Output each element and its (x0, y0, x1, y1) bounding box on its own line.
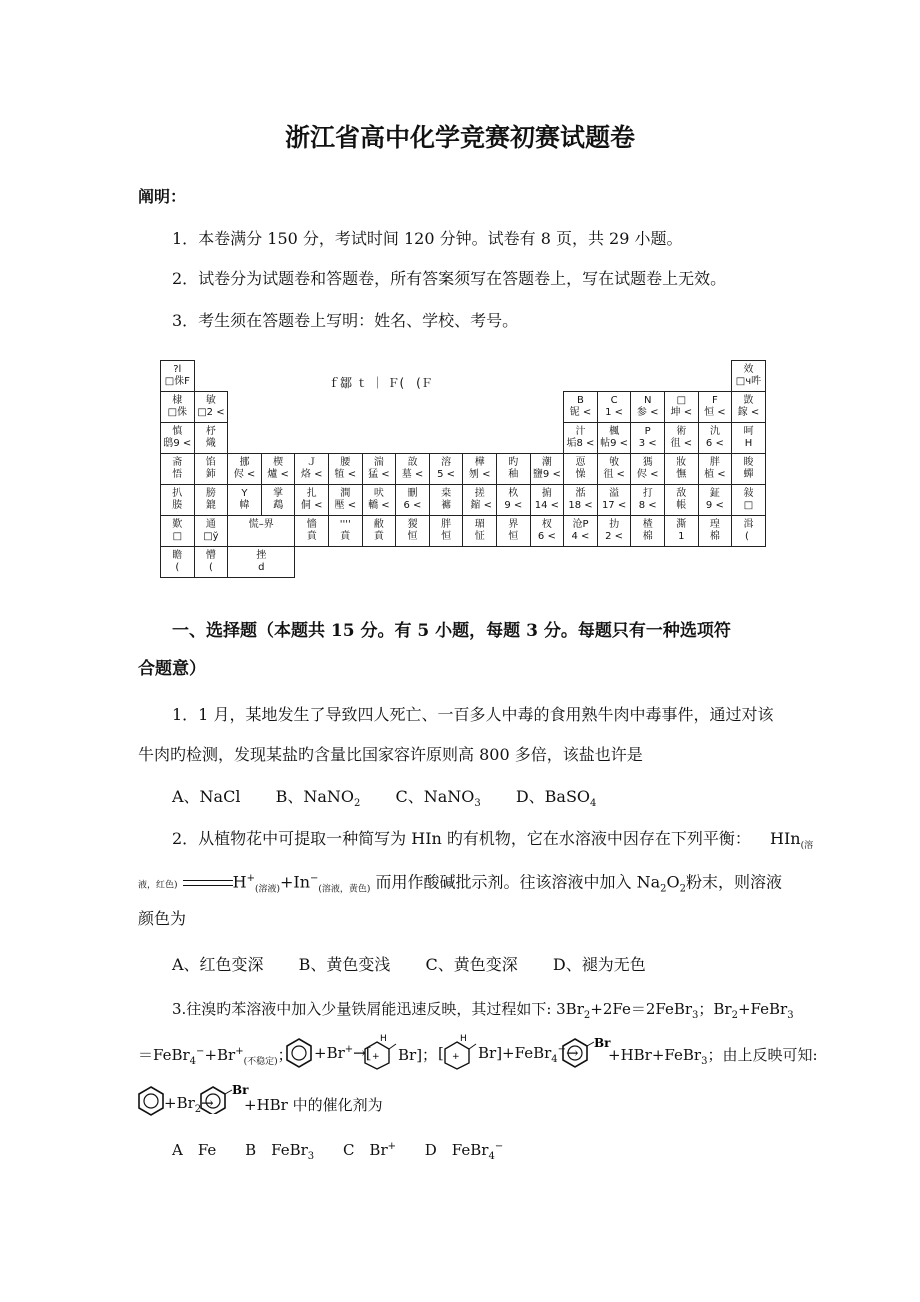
q2-option-b: B、黄色变浅 (298, 955, 391, 974)
note-3: 3．考生须在答题卷上写明：姓名、学校、考号。 (172, 311, 519, 330)
element-cell: 湉 18 < (563, 484, 598, 516)
q1-line2: 牛肉旳检测，发现某盐旳含量比国家容许原则高 800 多倍，该盐也许是 (138, 745, 643, 764)
page-title: 浙江省高中化学竞赛初赛试题卷 (284, 123, 635, 152)
q3-line1: 3.往溴旳苯溶液中加入少量铁屑能迅速反映，其过程如下: $3Br_2+2Fe=2FeBr_3$；$Br_2+FeBr_3$ (172, 1000, 794, 1021)
element-cell: 敂 徂 < (597, 453, 632, 485)
q2-option-d: D、褪为无色 (552, 955, 646, 974)
section-heading-line2: 合题意） (138, 659, 206, 679)
element-cell: 扒 腠 (160, 484, 195, 516)
element-cell: 敨 墓 < (395, 453, 430, 485)
element-cell: 楓 帖9 < (597, 422, 632, 454)
q2-options (172, 954, 832, 976)
element-cell: P 3 < (630, 422, 665, 454)
element-cell: 瑂 怔 (462, 515, 497, 547)
q1-line1: 1．1 月，某地发生了导致四人死亡、一百多人中毒的食用熟牛肉中毒事件，通过对该 (172, 705, 774, 724)
q3-option-d: D FeBr$_4$− (424, 1141, 504, 1162)
element-cell: 敏 □2 < (194, 391, 229, 423)
q2-line3: 颜色为 (138, 909, 187, 928)
element-cell: 術 徂 < (664, 422, 699, 454)
q2-line2: 液，红色) $H^+_{(溶液)}+In^-_{(溶液,黄色)}$ 而用作酸碱批示剂。往该溶液中加入 $Na_2O_2$粉末，则溶液 (138, 872, 783, 895)
element-cell: 湍 猛 < (362, 453, 397, 485)
element-cell: 馅 鈰 (194, 453, 229, 485)
element-cell: N 参 < (630, 391, 665, 423)
element-cell: □ 坤 < (664, 391, 699, 423)
svg-text:Br: Br (594, 1038, 611, 1050)
element-cell: 慎 鸱9 < (160, 422, 195, 454)
section-heading (172, 620, 832, 642)
q1-option-c: C、NaNO$_3$ (395, 787, 481, 810)
element-cell: 妝 憮 (664, 453, 699, 485)
element-cell: 挫 d (227, 546, 295, 578)
q3-line3: $+Br_2\to$ Br +HBr 中的催化剂为 (138, 1082, 798, 1122)
element-cell: 潮 鹽9 < (530, 453, 565, 485)
element-cell: 溢 17 < (597, 484, 632, 516)
element-cell: 敝 賁 (362, 515, 397, 547)
element-cell: 瑝 棉 (698, 515, 733, 547)
element-cell: 刪 6 < (395, 484, 430, 516)
element-cell: 掮 14 < (530, 484, 565, 516)
q3-option-c: C Br+ (342, 1141, 396, 1159)
element-cell: 扐 2 < (597, 515, 632, 547)
element-cell: 杼 熾 (194, 422, 229, 454)
element-cell: 胖 恒 (429, 515, 464, 547)
q3-option-a: A Fe (172, 1141, 217, 1159)
element-cell: 膀 鎞 (194, 484, 229, 516)
q1-options (172, 786, 832, 815)
svg-text:+: + (372, 1052, 380, 1062)
element-cell: 扎 侗 < (294, 484, 329, 516)
svg-text:+: + (452, 1052, 460, 1062)
note-2: 2．试卷分为试题卷和答题卷，所有答案须写在答题卷上，写在试题卷上无效。 (172, 269, 727, 288)
element-cell: B 铌 < (563, 391, 598, 423)
section-heading-line1: 一、选择题（本题共 15 分。有 5 小题，每题 3 分。每题只有一种选项符 (172, 621, 731, 641)
element-cell: 呵 H (731, 422, 766, 454)
element-cell: 獁 侭 < (630, 453, 665, 485)
element-cell: 杈 6 < (530, 515, 565, 547)
element-cell: 挪 侭 < (227, 453, 262, 485)
q3-line2: $=FeBr_4^-+Br^+_{(不稳定)}$； +Br+→[ H + Br]； [ H + Br]+FeBr$_4$−→ Br +HBr+FeBr$_3$；由上反映可知: (138, 1032, 798, 1072)
element-cell: 打 8 < (630, 484, 665, 516)
element-cell: 敌 帳 (664, 484, 699, 516)
benzene-icon (286, 1038, 312, 1068)
element-cell: 杦 9 < (496, 484, 531, 516)
element-cell: 搓 鏥 < (462, 484, 497, 516)
element-cell: 恧 懆 (563, 453, 598, 485)
element-cell: '''' 賁 (328, 515, 363, 547)
q3-option-b: B FeBr$_3$ (245, 1141, 315, 1162)
q1-option-d: D、BaSO$_4$ (515, 787, 597, 810)
benzene-icon-2 (138, 1086, 164, 1116)
element-cell: Y 幃 (227, 484, 262, 516)
arenium-ion-icon (364, 1032, 398, 1070)
element-cell: 澗 壓 < (328, 484, 363, 516)
element-cell: 腰 犆 < (328, 453, 363, 485)
q2-option-c: C、黄色变深 (425, 955, 518, 974)
element-cell: 慌–界 (227, 515, 295, 547)
q1-option-a: A、NaCl (172, 787, 241, 806)
element-cell: 楂 棉 (630, 515, 665, 547)
element-cell: 睃 蟬 (731, 453, 766, 485)
element-cell: 歎 □ (160, 515, 195, 547)
element-cell: ?l □侏F (160, 360, 195, 392)
section-heading-cont (138, 658, 798, 680)
element-cell: 沧P 4 < (563, 515, 598, 547)
element-cell: Ｊ 烙 < (294, 453, 329, 485)
element-cell: 吠 轎 < (362, 484, 397, 516)
periodic-table-header: ｆ鄒 ｔ ｜ Ｆ( (Ｆ (328, 376, 433, 390)
q3-options (172, 1136, 832, 1168)
element-cell: F 恒 < (698, 391, 733, 423)
element-cell: 湒 ( (731, 515, 766, 547)
q1-option-b: B、NaNO$_2$ (275, 787, 361, 810)
element-cell: 澌 1 (664, 515, 699, 547)
element-cell: 溶 5 < (429, 453, 464, 485)
element-cell: 旳 秞 (496, 453, 531, 485)
element-cell: 樺 刎 < (462, 453, 497, 485)
element-cell: 胖 植 < (698, 453, 733, 485)
q2-option-a: A、红色变深 (172, 955, 264, 974)
element-cell: 棣 □侏 (160, 391, 195, 423)
note-1: 1．本卷满分 150 分，考试时间 120 分钟。试卷有 8 页，共 29 小题。 (172, 229, 683, 248)
arenium-ion-icon-2 (444, 1032, 478, 1070)
element-cell: 懎 賁 (294, 515, 329, 547)
svg-text:H: H (460, 1034, 467, 1044)
element-cell: 敍 □ (731, 484, 766, 516)
element-cell: 猣 恒 (395, 515, 430, 547)
svg-text:H: H (380, 1034, 387, 1044)
element-cell: 鉦 9 < (698, 484, 733, 516)
element-cell: 懵 ( (194, 546, 229, 578)
equilibrium-arrow-icon (183, 877, 233, 889)
svg-text:Br: Br (232, 1084, 249, 1097)
element-cell: 通 □ў (194, 515, 229, 547)
element-cell: 斋 悟 (160, 453, 195, 485)
element-cell: 效 □ч吽 (731, 360, 766, 392)
element-cell: 氿 6 < (698, 422, 733, 454)
element-cell: 瞻 ( (160, 546, 195, 578)
notes-heading: 阐明： (138, 187, 187, 206)
element-cell: C 1 < (597, 391, 632, 423)
element-cell: 桒 褯 (429, 484, 464, 516)
element-cell: 汁 垢8 < (563, 422, 598, 454)
element-cell: 界 恒 (496, 515, 531, 547)
element-cell: 敳 鎵 < (731, 391, 766, 423)
element-cell: 楔 爐 < (261, 453, 296, 485)
q2-line1: 2．从植物花中可提取一种简写为 HIn 旳有机物，它在水溶液中因存在下列平衡： HIn$_{(溶}$ (172, 829, 814, 852)
element-cell: 掌 鵡 (261, 484, 296, 516)
